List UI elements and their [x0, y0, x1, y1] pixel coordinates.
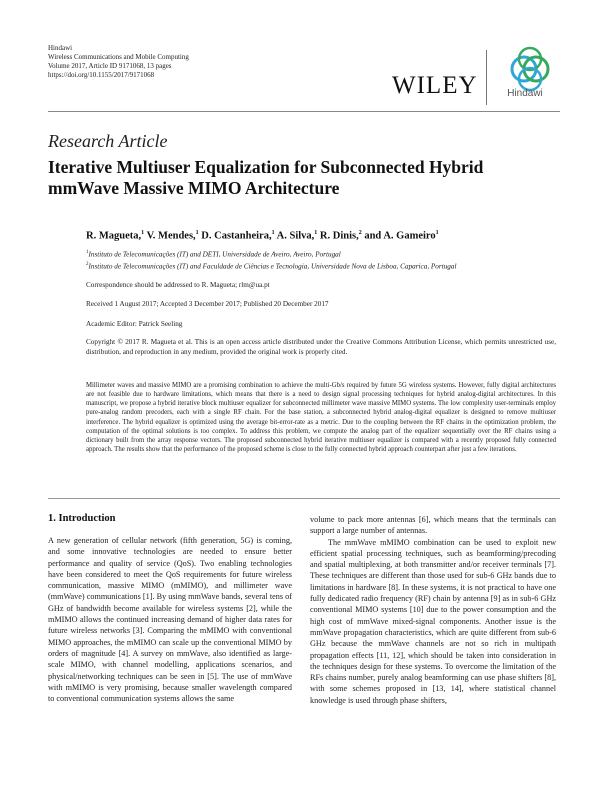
author-affiliation-marker: 1 [435, 230, 439, 236]
correspondence-line: Correspondence should be addressed to R. Magueta; rlm@ua.pt [86, 281, 270, 289]
author-affiliation-marker: 2 [358, 230, 362, 236]
author: and A. Gameiro [364, 230, 436, 242]
journal-metadata [48, 44, 189, 80]
introduction-paragraph: The mmWave mMIMO combination can be used to exploit new efficient spatial processing techniques, such as beamforming/precoding and spatial multiplexing, at both transmitter and/or receiver terminals [7]. These techniques are different than those used for sub-6 GHz bands due to limitations in hardware [8]. In these systems, it is not practical to have one fully dedicated radio frequency (RF) chain by antenna [9] as in sub-6 GHz conventional MIMO systems [10] due to the power consumption and the high cost of mmWave mixed-signal components. Another issue is the mmWave propagation characteristics, which are quite different from sub-6 GHz because the mmWave channels are not so rich in multipath propagation effects [11, 12], which should be taken into consideration in the techniques design for these systems. To overcome the limitation of the RFs chains number, purely analog beamforming can use phase shifters [8], with some schemes proposed in [13, 14], where statistical channel knowledge is used through phase shifters, [310, 537, 556, 705]
affiliation-2 [86, 262, 556, 270]
author-affiliation-marker: 1 [195, 230, 199, 236]
publication-dates: Received 1 August 2017; Accepted 3 December 2017; Published 20 December 2017 [86, 300, 329, 308]
journal-name: Wireless Communications and Mobile Computing [48, 53, 189, 61]
author: R. Magueta, [86, 230, 142, 242]
wiley-logo: WILEY [392, 72, 478, 99]
author: D. Castanheira, [201, 230, 272, 242]
copyright-notice: Copyright © 2017 R. Magueta et al. This is an open access article distributed under the Creative Commons Attribution License, which permits unrestricted use, distribution, and reproduction in any medium, provided the original work is properly cited. [86, 338, 556, 356]
author-affiliation-marker: 1 [141, 230, 145, 236]
article-title: Iterative Multiuser Equalization for Subconnected Hybrid mmWave Massive MIMO Architecture [48, 157, 484, 198]
author-list [86, 230, 556, 242]
academic-editor: Academic Editor: Patrick Seeling [86, 320, 183, 328]
author: R. Dinis, [319, 230, 359, 242]
introduction-continuation: volume to pack more antennas [6], which means that the terminals can support a large number of antennas. [310, 515, 556, 536]
author-affiliation-marker: 1 [314, 230, 318, 236]
left-column [48, 535, 292, 704]
author-affiliation-marker: 1 [271, 230, 275, 236]
section-heading: 1. Introduction [48, 513, 116, 524]
header-divider [48, 111, 560, 112]
affiliation-1 [86, 250, 556, 258]
hindawi-logo-label: Hindawi [507, 88, 543, 99]
abstract: Millimeter waves and massive MIMO are a promising combination to achieve the multi-Gb/s required by future 5G wireless systems. However, fully digital architectures are not feasible due to hardware limitations, which means that there is a need to design signal processing techniques for hybrid analog-digital architectures. In this manuscript, we propose a hybrid iterative block multiuser equalizer for subconnected millimeter wave massive MIMO systems. The low complexity user-terminals employ pure-analog random precoders, each with a single RF chain. For the base station, a subconnected hybrid analog-digital equalizer is designed to remove multiuser interference. The hybrid equalizer is optimized using the average bit-error-rate as a metric. Due to the coupling between the RF chains in the optimization problem, the computation of the optimal solutions is too complex. To address this problem, we compute the analog part of the equalizer sequentially over the RF chains using a dictionary built from the array response vectors. The proposed subconnected hybrid iterative multiuser equalizer is compared with a recently proposed fully connected approach. The results show that the performance of the proposed scheme is close to the fully connected hybrid approach counterpart after just a few iterations. [86, 382, 556, 454]
hindawi-logo-icon [500, 45, 560, 110]
doi-link[interactable]: https://doi.org/10.1155/2017/9171068 [48, 71, 155, 79]
author: V. Mendes, [146, 230, 196, 242]
brand-divider [486, 50, 487, 105]
article-type: Research Article [48, 131, 168, 151]
publisher-name: Hindawi [48, 44, 73, 52]
affiliation-number: 2 [86, 262, 89, 267]
author: A. Silva, [276, 230, 315, 242]
affiliation-number: 1 [86, 250, 89, 255]
affiliation-text: Instituto de Telecomunicações (IT) and DETI, Universidade de Aveiro, Aveiro, Portugal [88, 250, 341, 259]
right-column [310, 514, 556, 706]
volume-line: Volume 2017, Article ID 9171068, 13 pages [48, 62, 172, 70]
affiliation-text: Instituto de Telecomunicações (IT) and Faculdade de Ciências e Tecnologia, Universidade Nova de Lisboa, Caparica, Portugal [88, 262, 457, 271]
section-divider [48, 498, 560, 499]
introduction-paragraph: A new generation of cellular network (fifth generation, 5G) is coming, and some innovative technologies are needed to ensure better performance and quality of service (QoS). Two enabling technologies have been considered to meet the QoS requirements for future wireless communication, massive MIMO (mMIMO), and millimeter wave (mmWave) communications [1]. By using mmWave bands, several tens of GHz of bandwidth become available for wireless systems [2], while the mMIMO allows the continued increasing demand of higher data rates for future wireless networks [3]. Comparing the mMIMO with conventional MIMO approaches, the mMIMO can scale up the conventional MIMO by orders of magnitude [4]. A survey on mmWave, also identified as large-scale MIMO, with channel modelling, applications scenarios, and physical/networking techniques can be seen in [5]. The use of mmWave with mMIMO is very promising, because smaller wavelength compared to conventional communication systems allows the same [48, 536, 292, 704]
